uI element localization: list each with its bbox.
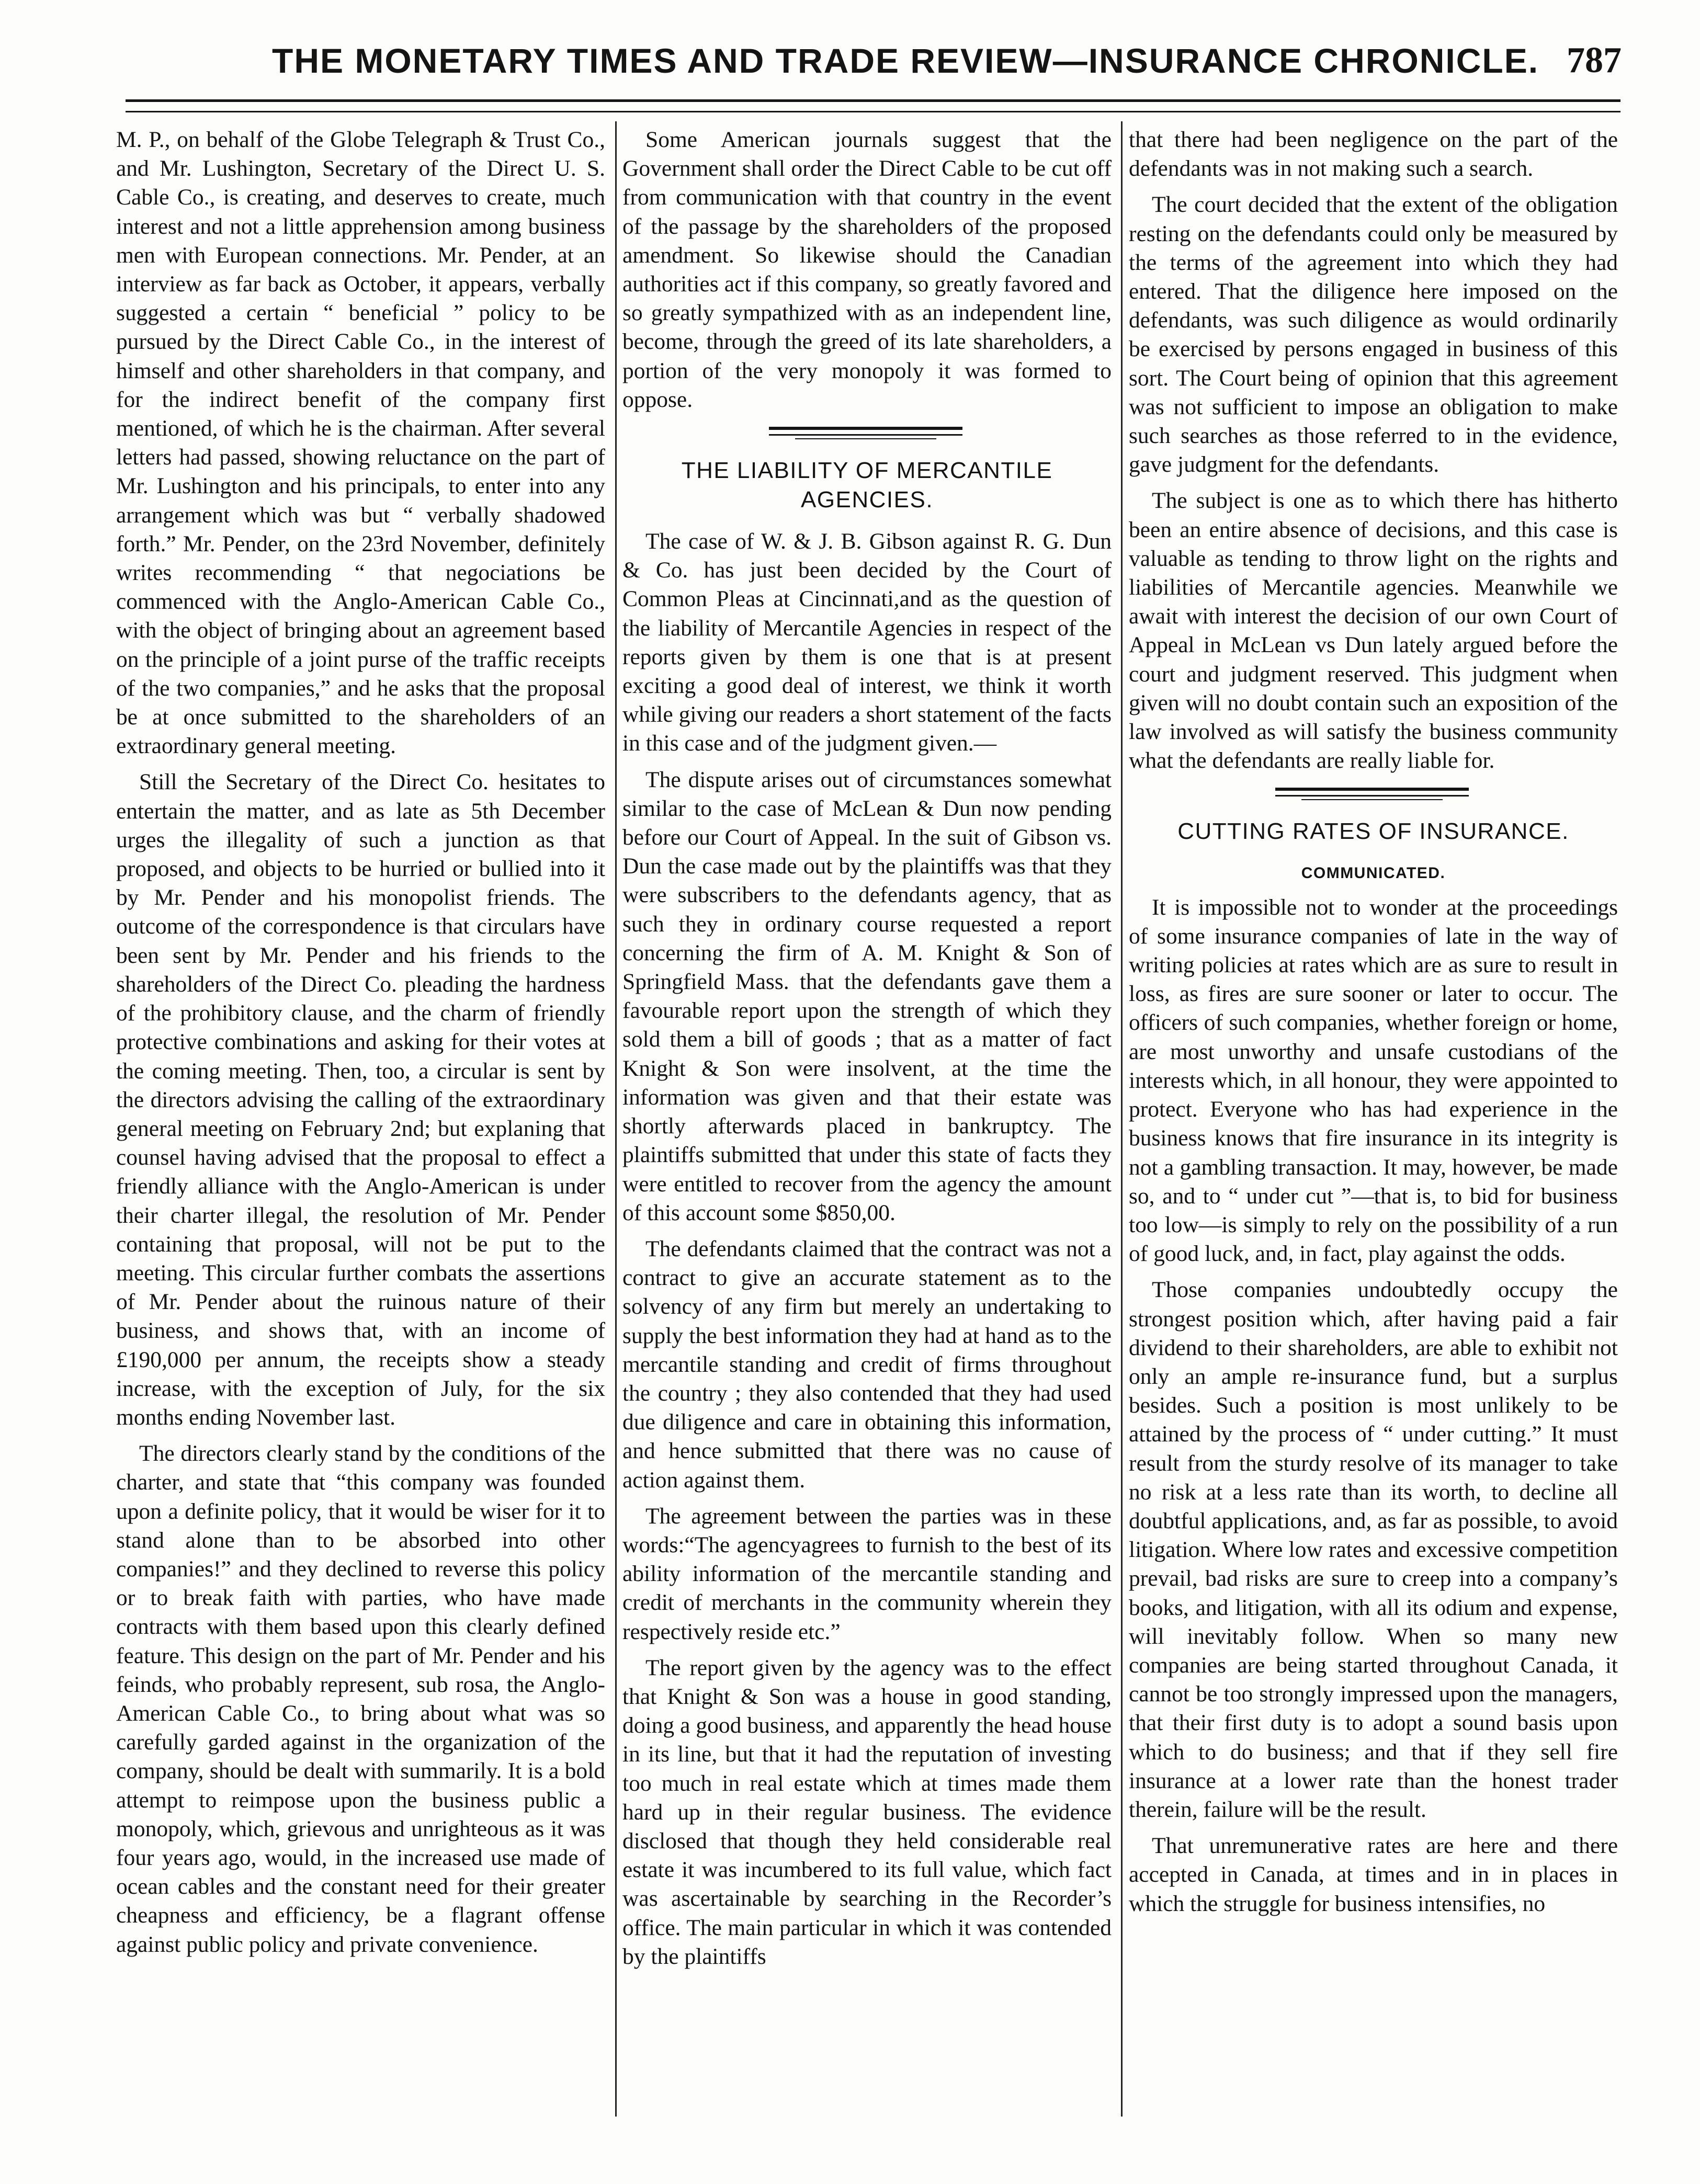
paragraph: The agreement between the parties was in these words:“The agencyagrees to furnish to the best of its ability information of the mercantile standing and credit of merchants in the community wherein they respectively reside etc.” bbox=[622, 1503, 1112, 1644]
page-header bbox=[126, 20, 1622, 88]
column-divider bbox=[1121, 121, 1123, 2117]
paragraph: that there had been negligence on the part of the defendants was in not making such a search. bbox=[1129, 127, 1618, 181]
header-rule-thin bbox=[126, 111, 1620, 112]
header-rule-thick bbox=[126, 99, 1620, 102]
paragraph: The report given by the agency was to the effect that Knight & Son was a house in good standing, doing a good business, and apparently the head house in its line, but that it had the reputation of investing too much in real estate which at times made them hard up in their regular business. The evidence disclosed that though they held considerable real estate it was incumbered to its full value, which fact was ascertainable by searching in the Recorder’s office. The main particular in which it was contended by the plaintiffs bbox=[622, 1655, 1112, 1969]
paragraph: The case of W. & J. B. Gibson against R. G. Dun & Co. has just been decided by the Court of Common Pleas at Cincinnati,and as the question of the liability of Mercantile Agencies in respect of the reports given by them is one that is at present exciting a good deal of interest, we think it worth while giving our readers a short statement of the facts in this case and of the judgment given.— bbox=[622, 529, 1112, 756]
page-title: THE MONETARY TIMES AND TRADE REVIEW—INSURANCE CHRONICLE. bbox=[272, 41, 1539, 80]
paragraph: The court decided that the extent of the obligation resting on the defendants could only be measured by the terms of the agreement into which they had entered. That the diligence here imposed on the defendants, was such diligence as would ordinarily be exercised by persons engaged in business of this sort. The Court being of opinion that this agreement was not sufficient to impose an obligation to make such searches as those referred to in the evidence, gave judgment for the defendants. bbox=[1129, 192, 1618, 477]
column-2 bbox=[622, 126, 1112, 2108]
article-subheading: COMMUNICATED. bbox=[1301, 864, 1446, 882]
section-divider bbox=[1129, 782, 1618, 805]
article-heading: THE LIABILITY OF MERCANTILE AGENCIES. bbox=[681, 458, 1053, 513]
article-heading: CUTTING RATES OF INSURANCE. bbox=[1177, 818, 1569, 845]
paragraph: Still the Secretary of the Direct Co. hesitates to entertain the matter, and as late as 5th December urges the illegality of such a junction as that proposed, and objects to be hurried or bullied into it by Mr. Pender and his monopolist friends. The outcome of the correspondence is that circulars have been sent by Mr. Pender and his friends to the shareholders of the Direct Co. pleading the hardness of the prohibitory clause, and the charm of friendly protective combinations and asking for their votes at the coming meeting. Then, too, a circular is sent by the directors advising the calling of the extraordinary general meeting on February 2nd; but explaning that counsel having advised that the proposal to effect a friendly alliance with the Anglo-American is under their charter illegal, the resolution of Mr. Pender containing that proposal, will not be put to the meeting. This circular further combats the assertions of Mr. Pender about the ruinous nature of their business, and shows that, with an income of £190,000 per annum, the receipts show a steady increase, with the exception of July, for the six months ending November last. bbox=[116, 769, 605, 1430]
paragraph: It is impossible not to wonder at the proceedings of some insurance companies of late in the way of writing policies at rates which are as sure to result in loss, as fires are sure sooner or later to occur. The officers of such companies, whether foreign or home, are most unworthy and unsafe custodians of the interests which, in all honour, they were appointed to protect. Everyone who has had experience in the business knows that fire insurance in its integrity is not a gambling transaction. It may, however, be made so, and to “ under cut ”—that is, to bid for business too low—is simply to rely on the possibility of a run of good luck, and, in fact, play against the odds. bbox=[1129, 894, 1618, 1267]
paragraph: The directors clearly stand by the conditions of the charter, and state that “this company was founded upon a definite policy, that it would be wiser for it to stand alone than to be absorbed into other companies!” and they declined to reverse this policy or to break faith with parties, who have made contracts with them based upon this clearly defined feature. This design on the part of Mr. Pender and his feinds, who probably represent, sub rosa, the Anglo-American Cable Co., to bring about what was so carefully garded against in the organization of the company, should be dealt with summarily. It is a bold attempt to reimpose upon the business public a monopoly, which, grievous and unrighteous as it was four years ago, would, in the increased use made of ocean cables and the constant need for their greater cheapness and efficiency, be a flagrant offense against public policy and private convenience. bbox=[116, 1441, 605, 1957]
paragraph: Those companies undoubtedly occupy the strongest position which, after having paid a fair dividend to their shareholders, are able to exhibit not only an ample re-insurance fund, but a surplus besides. Such a position is most unlikely to be attained by the process of “ under cutting.” It must result from the sturdy resolve of its manager to take no risk at a less rate than its worth, to decline all doubtful applications, and, as far as possible, to avoid litigation. Where low rates and excessive competition prevail, bad risks are sure to creep into a company’s books, and litigation, with all its odium and expense, will inevitably follow. When so many new companies are being started throughout Canada, it cannot be too strongly impressed upon the managers, that their first duty is to adopt a sound basis upon which to do business; and that if they sell fire insurance at a lower rate than the honest trader therein, failure will be the result. bbox=[1129, 1277, 1618, 1822]
section-divider bbox=[622, 422, 1112, 445]
column-divider bbox=[615, 121, 617, 2117]
paragraph: That unremunerative rates are here and there accepted in Canada, at times and in in places in which the struggle for business intensifies, no bbox=[1129, 1833, 1618, 1916]
paragraph: The dispute arises out of circumstances somewhat similar to the case of McLean & Dun now pending before our Court of Appeal. In the suit of Gibson vs. Dun the case made out by the plaintiffs was that they were subscribers to the defendants agency, that as such they in ordinary course requested a report concerning the firm of A. M. Knight & Son of Springfield Mass. that the defendants gave them a favourable report upon the strength of which they sold them a bill of goods ; that as a matter of fact Knight & Son were insolvent, at the time the information was given and that their estate was shortly afterwards placed in bankruptcy. The plaintiffs submitted that under this state of facts they were entitled to recover from the agency the amount of this account some $850,00. bbox=[622, 767, 1112, 1225]
paragraph: The defendants claimed that the contract was not a contract to give an accurate statement as to the solvency of any firm but merely an undertaking to supply the best information they had at hand as to the mercantile standing and credit of firms throughout the country ; they also contended that they had used due diligence and care in obtaining this information, and hence submitted that there was no cause of action against them. bbox=[622, 1236, 1112, 1493]
column-3 bbox=[1129, 126, 1618, 2108]
paragraph: M. P., on behalf of the Globe Telegraph & Trust Co., and Mr. Lushington, Secretary of the Direct U. S. Cable Co., is creating, and deserves to create, much interest and not a little apprehension among business men with European connections. Mr. Pender, at an interview as far back as October, it appears, verbally suggested a certain “ beneficial ” policy to be pursued by the Direct Cable Co., in the interest of himself and other shareholders in that company, and for the indirect benefit of the company first mentioned, of which he is the chairman. After several letters had passed, showing reluctance on the part of Mr. Lushington and his principals, to enter into any arrangement which was but “ verbally shadowed forth.” Mr. Pender, on the 23rd November, definitely writes recommending “ that negociations be commenced with the Anglo-American Cable Co., with the object of bringing about an agreement based on the principle of a joint purse of the traffic receipts of the two companies,” and he asks that the proposal be at once submitted to the shareholders of an extraordinary general meeting. bbox=[116, 127, 605, 759]
column-1 bbox=[116, 126, 605, 2108]
page-number: 787 bbox=[1567, 40, 1622, 81]
paragraph: The subject is one as to which there has hitherto been an entire absence of decisions, and this case is valuable as tending to throw light on the rights and liabilities of Mercantile agencies. Meanwhile we await with interest the decision of our own Court of Appeal in McLean vs Dun lately argued before the court and judgment reserved. This judgment when given will no doubt contain such an exposition of the law involved as will satisfy the business community what the defendants are really liable for. bbox=[1129, 488, 1618, 774]
paragraph: Some American journals suggest that the Government shall order the Direct Cable to be cut off from communication with that country in the event of the passage by the shareholders of the proposed amendment. So likewise should the Canadian authorities act if this company, so greatly favored and so greatly sympathized with as an independent line, become, through the greed of its late shareholders, a portion of the very monopoly it was formed to oppose. bbox=[622, 127, 1112, 412]
